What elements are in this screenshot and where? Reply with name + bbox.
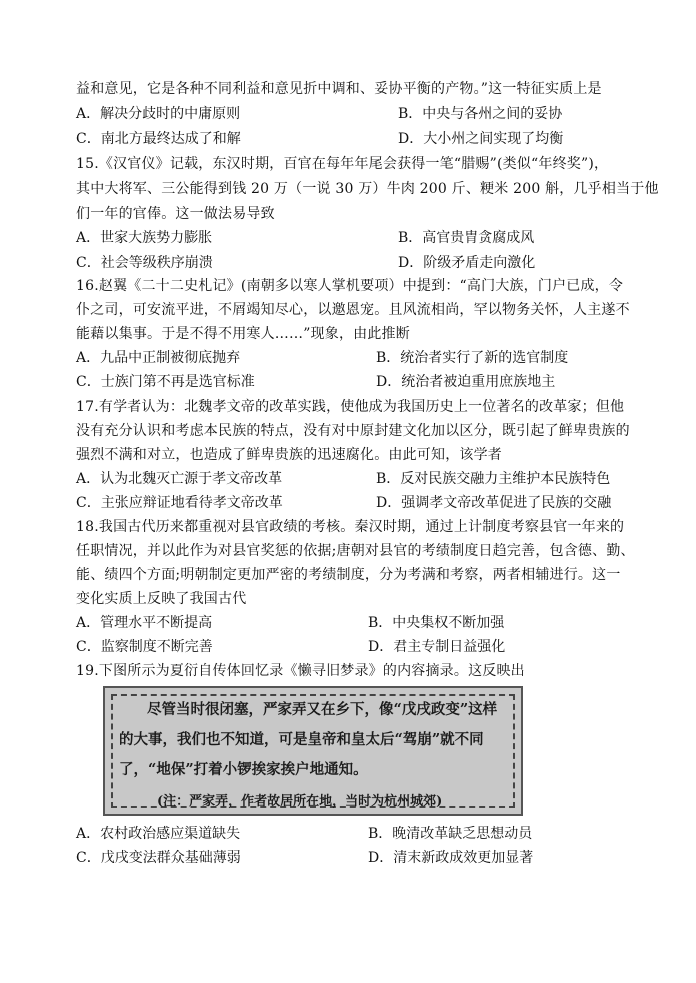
q19-line-1: 19.下图所示为夏衍自传体回忆录《懒寻旧梦录》的内容摘录。这反映出 [76, 663, 525, 679]
q18-option-c: C．监察制度不断完善 [76, 639, 213, 655]
q16-option-d: D．统治者被迫重用庶族地主 [376, 374, 556, 390]
q17-option-b: B．反对民族交融力主维护本民族特色 [376, 471, 611, 487]
q17-line-3: 强烈不满和对立，也造成了鲜卑贵族的迅速腐化。由此可知，该学者 [76, 447, 502, 463]
q17-option-a: A．认为北魏灭亡源于孝文帝改革 [76, 471, 283, 487]
q16-option-c: C．士族门第不再是选官标准 [76, 374, 255, 390]
q19-option-d: D．清末新政成效更加显著 [368, 850, 534, 866]
q18-line-2: 任职情况，并以此作为对县官奖惩的依据;唐朝对县官的考绩制度日趋完善，包含德、勤、 [76, 543, 635, 559]
q15-option-c: C．社会等级秩序崩溃 [76, 255, 213, 271]
q16-line-3: 能藉以集事。于是不得不用寒人……”现象，由此推断 [76, 326, 410, 342]
q19-option-c: C．戊戌变法群众基础薄弱 [76, 850, 241, 866]
quote-line-2: 的大事，我们也不知道，可是皇帝和皇太后“驾崩”就不同 [119, 731, 484, 748]
option-b: B．中央与各州之间的妥协 [398, 106, 563, 122]
q18-option-d: D．君主专制日益强化 [368, 639, 506, 655]
q17-line-2: 没有充分认识和考虑本民族的特点，没有对中原封建文化加以区分，既引起了鲜卑贵族的 [76, 423, 630, 439]
q18-option-a: A．管理水平不断提高 [76, 615, 213, 631]
q18-line-3: 能、绩四个方面;明朝制定更加严密的考绩制度，分为考满和考察，两者相辅进行。这一 [76, 567, 621, 583]
q15-line-1: 15.《汉官仪》记载，东汉时期，百官在每年年尾会获得一笔“腊赐”(类似“年终奖”)， [76, 156, 609, 172]
q18-option-b: B．中央集权不断加强 [368, 615, 505, 631]
quote-line-1: 尽管当时很闭塞，严家弄又在乡下，像“戊戌政变”这样 [147, 701, 498, 718]
q19-option-a: A．农村政治感应渠道缺失 [76, 826, 241, 842]
q16-option-a: A．九品中正制被彻底抛弃 [76, 350, 241, 366]
option-d: D．大小州之间实现了均衡 [398, 131, 564, 147]
q15-option-a: A．世家大族势力膨胀 [76, 230, 213, 246]
q18-line-4: 变化实质上反映了我国古代 [76, 591, 247, 607]
q15-option-d: D．阶级矛盾走向激化 [398, 255, 536, 271]
quote-line-3: 了，“地保”打着小锣挨家挨户地通知。 [119, 761, 368, 778]
quote-figure [103, 686, 523, 816]
quote-note: (注：严家弄，作者故居所在地，当时为杭州城郊) [157, 794, 443, 809]
question-text-line: 益和意见，它是各种不同利益和意见折中调和、妥协平衡的产物。”这一特征实质上是 [76, 81, 602, 97]
q19-option-b: B．晚清改革缺乏思想动员 [368, 826, 533, 842]
q15-line-3: 们一年的官俸。这一做法易导致 [76, 206, 275, 222]
q15-option-b: B．高官贵胄贪腐成风 [398, 230, 535, 246]
q16-line-2: 仆之司，可安流平进，不屑竭知尽心，以邀恩宠。且风流相尚，罕以物务关怀，人主遂不 [76, 302, 630, 318]
q16-option-b: B．统治者实行了新的选官制度 [376, 350, 569, 366]
option-a: A．解决分歧时的中庸原则 [76, 106, 241, 122]
q17-option-d: D．强调孝文帝改革促进了民族的交融 [376, 495, 612, 511]
q15-line-2: 其中大将军、三公能得到钱 20 万（一说 30 万）牛肉 200 斤、粳米 200 斛，几乎相当于他 [76, 181, 659, 197]
q17-line-1: 17.有学者认为：北魏孝文帝的改革实践，使他成为我国历史上一位著名的改革家；但他 [76, 399, 625, 415]
q18-line-1: 18.我国古代历来都重视对县官政绩的考核。秦汉时期，通过上计制度考察县官一年来的 [76, 519, 625, 535]
q16-line-1: 16.赵翼《二十二史札记》(南朝多以寒人掌机要项）中提到：“高门大族，门户已成，令 [76, 278, 624, 294]
option-c: C．南北方最终达成了和解 [76, 131, 241, 147]
q17-option-c: C．主张应辩证地看待孝文帝改革 [76, 495, 283, 511]
